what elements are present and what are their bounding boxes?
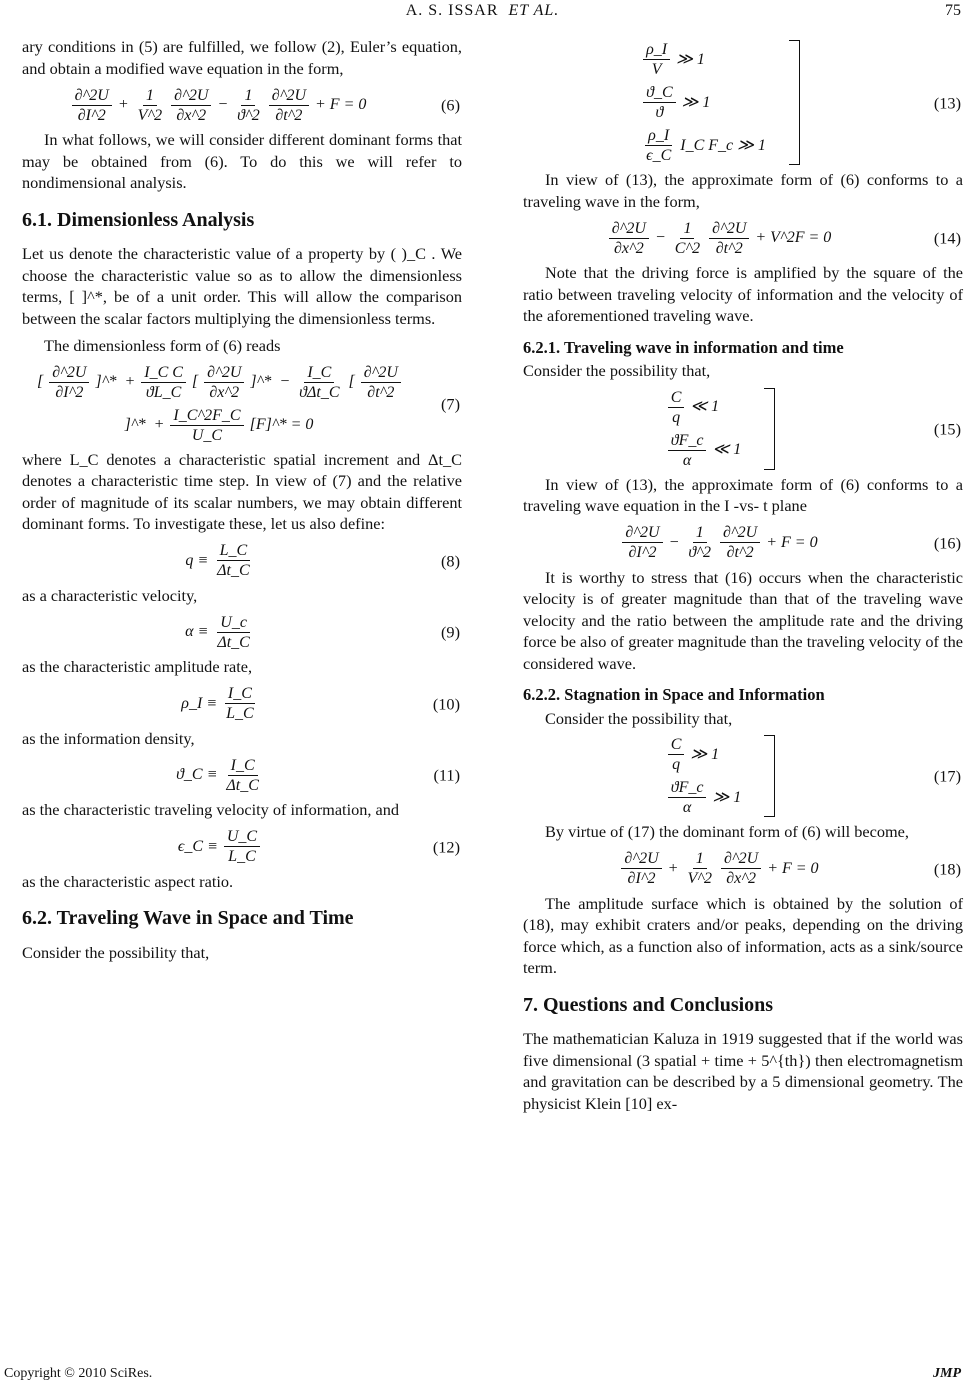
numerator: 1 bbox=[693, 523, 707, 543]
equation bbox=[523, 849, 963, 889]
equation-number: (18) bbox=[933, 858, 961, 878]
math-term: ]^* + bbox=[95, 373, 136, 391]
condition bbox=[665, 388, 744, 427]
fraction bbox=[72, 86, 112, 125]
paragraph: as a characteristic velocity, bbox=[22, 585, 198, 605]
fraction bbox=[141, 363, 186, 402]
equation-number: (8) bbox=[441, 550, 460, 570]
equation-number: (11) bbox=[433, 765, 460, 785]
numerator: ∂^2U bbox=[204, 363, 244, 383]
denominator: q bbox=[672, 756, 681, 773]
condition bbox=[665, 735, 744, 774]
numerator: I_C bbox=[228, 756, 258, 776]
math-term: ]^* + bbox=[124, 416, 165, 434]
fraction bbox=[709, 219, 749, 258]
equation-number: (12) bbox=[432, 836, 460, 856]
equation-number: (10) bbox=[432, 693, 460, 713]
journal-name: JMP bbox=[933, 1366, 961, 1381]
fraction bbox=[269, 86, 309, 125]
denominator: α bbox=[682, 799, 692, 816]
math-term: ≫ 1 bbox=[681, 93, 711, 111]
numerator: ρ_I bbox=[643, 40, 670, 60]
denominator: L_C bbox=[226, 705, 254, 722]
denominator: ∂I^2 bbox=[628, 544, 657, 561]
condition bbox=[665, 431, 744, 470]
fraction bbox=[720, 523, 760, 562]
math-term: − bbox=[654, 229, 666, 247]
numerator: I_C C bbox=[141, 363, 186, 383]
math-term: [ bbox=[37, 373, 44, 391]
numerator: ∂^2U bbox=[171, 86, 211, 106]
denominator: Δt_C bbox=[217, 633, 250, 651]
equation bbox=[523, 523, 963, 563]
fraction bbox=[204, 363, 244, 402]
numerator: ∂^2U bbox=[622, 523, 662, 543]
numerator: I_C bbox=[304, 363, 334, 383]
fraction bbox=[223, 684, 257, 723]
paragraph: In view of (13), the approximate form of (6) conforms to a traveling wave equation in the I -vs- t plane bbox=[523, 474, 963, 515]
page-number: 75 bbox=[945, 2, 961, 19]
conditions bbox=[665, 735, 744, 817]
equation bbox=[22, 684, 462, 724]
math-term: + V^2F = 0 bbox=[755, 229, 832, 247]
math-term: ϵ_C ≡ bbox=[177, 837, 218, 855]
paragraph: Consider the possibility that, bbox=[523, 361, 711, 380]
math-term: − bbox=[217, 96, 229, 114]
equation-system bbox=[523, 388, 963, 470]
condition bbox=[640, 83, 769, 122]
numerator: ϑF_c bbox=[668, 431, 707, 451]
paragraph: where L_C denotes a characteristic spatial increment and Δt_C denotes a characteristic time step. In view of (7) and the relative order of magnitude of its scalar numbers, we may obtain different dominant forms. To investigate these, let us also define: bbox=[22, 449, 462, 533]
denominator: V bbox=[651, 61, 662, 78]
numerator: ∂^2U bbox=[49, 363, 89, 383]
conditions bbox=[640, 40, 769, 165]
denominator: ϑ^2 bbox=[688, 544, 712, 561]
denominator: ∂I^2 bbox=[55, 383, 84, 401]
numerator: ∂^2U bbox=[720, 523, 760, 543]
math-term: ϑ_C ≡ bbox=[176, 766, 218, 784]
numerator: I_C^2F_C bbox=[170, 406, 243, 426]
fraction bbox=[672, 219, 703, 258]
numerator: ∂^2U bbox=[621, 849, 661, 869]
fraction bbox=[621, 849, 661, 888]
math-term: ≪ 1 bbox=[690, 398, 720, 416]
denominator: U_C bbox=[191, 426, 223, 444]
equation-number: (9) bbox=[441, 622, 460, 642]
numerator: C bbox=[668, 735, 685, 755]
math-term: α ≡ bbox=[185, 623, 209, 641]
paragraph: The dimensionless form of (6) reads bbox=[44, 336, 281, 355]
equation-number: (14) bbox=[933, 228, 961, 248]
numerator: ϑF_c bbox=[668, 778, 707, 798]
fraction bbox=[622, 523, 662, 562]
fraction bbox=[223, 756, 262, 795]
numerator: I_C bbox=[225, 684, 255, 704]
section-heading: 7. Questions and Conclusions bbox=[523, 993, 774, 1016]
denominator: ϑ bbox=[655, 104, 664, 121]
math-term: + bbox=[117, 96, 129, 114]
equation bbox=[22, 363, 462, 445]
numerator: U_C bbox=[224, 827, 260, 847]
fraction bbox=[668, 388, 685, 427]
section-heading: 6.2. Traveling Wave in Space and Time bbox=[22, 907, 354, 929]
left-column bbox=[22, 36, 462, 969]
paragraph: as the characteristic traveling velocity of information, and bbox=[22, 800, 400, 819]
denominator: ∂I^2 bbox=[627, 870, 656, 887]
math-term: ≫ 1 bbox=[690, 745, 720, 763]
et-al: ET AL. bbox=[508, 2, 560, 19]
denominator: ∂x^2 bbox=[613, 239, 644, 257]
denominator: ∂I^2 bbox=[77, 106, 106, 124]
math-term: − bbox=[668, 533, 680, 551]
math-term: + F = 0 bbox=[766, 533, 818, 551]
math-term: ≪ 1 bbox=[712, 441, 742, 459]
right-brace bbox=[789, 40, 800, 165]
fraction bbox=[609, 219, 649, 258]
fraction bbox=[668, 735, 685, 774]
paragraph: Let us denote the characteristic value of a property by ( )_C . We choose the characteristic value so as to allow the dimensionless terms, [ ]^*, be of a unit order. This will allow the comparison between the scalar factors multiplying the dimensionless terms. bbox=[22, 244, 462, 328]
fraction bbox=[643, 40, 670, 79]
math-term: [F]^* = 0 bbox=[249, 416, 314, 434]
math-term: + bbox=[667, 859, 679, 877]
math-term: q ≡ bbox=[185, 551, 209, 569]
equation bbox=[22, 827, 462, 867]
equation-number: (16) bbox=[933, 532, 961, 552]
copyright: Copyright © 2010 SciRes. bbox=[4, 1366, 153, 1381]
equation bbox=[523, 218, 963, 258]
denominator: ϑL_C bbox=[145, 383, 182, 401]
numerator: ∂^2U bbox=[72, 86, 112, 106]
section-heading: 6.1. Dimensionless Analysis bbox=[22, 208, 255, 231]
denominator: V^2 bbox=[687, 870, 712, 887]
paragraph: By virtue of (17) the dominant form of (6) will become, bbox=[545, 822, 909, 841]
equation bbox=[22, 612, 462, 652]
right-column bbox=[523, 36, 963, 1120]
fraction bbox=[643, 126, 674, 165]
numerator: ∂^2U bbox=[269, 86, 309, 106]
footer bbox=[4, 1366, 961, 1384]
fraction bbox=[214, 541, 253, 580]
paragraph: as the characteristic amplitude rate, bbox=[22, 657, 253, 676]
equation-number: (15) bbox=[933, 418, 961, 438]
denominator: C^2 bbox=[674, 239, 701, 257]
math-term: I_C F_c ≫ 1 bbox=[680, 136, 766, 154]
paragraph: The amplitude surface which is obtained by the solution of (18), may exhibit craters and/or peaks, depending on the driving force which, as a function also of information, acts as a sink/source term. bbox=[523, 893, 963, 977]
fraction bbox=[361, 363, 401, 402]
equation-number: (6) bbox=[441, 95, 460, 115]
equation bbox=[22, 541, 462, 581]
paragraph: as the characteristic aspect ratio. bbox=[22, 871, 234, 891]
condition bbox=[665, 778, 744, 817]
denominator: ϵ_C bbox=[646, 147, 672, 164]
fraction bbox=[721, 849, 761, 888]
running-header bbox=[0, 2, 965, 24]
paragraph: In what follows, we will consider different dominant forms that may be obtained from (6). To do this we will refer to nondimensional analysis. bbox=[22, 130, 462, 192]
equation-system bbox=[523, 735, 963, 817]
denominator: L_C bbox=[228, 848, 256, 865]
math-term: ρ_I ≡ bbox=[181, 694, 218, 712]
math-term: [ bbox=[348, 373, 355, 391]
fraction bbox=[135, 86, 166, 125]
denominator: V^2 bbox=[137, 106, 163, 124]
denominator: Δt_C bbox=[217, 562, 250, 579]
denominator: ∂t^2 bbox=[367, 383, 395, 401]
math-term: ≫ 1 bbox=[676, 50, 705, 68]
denominator: ∂x^2 bbox=[209, 383, 240, 401]
denominator: q bbox=[672, 408, 681, 426]
denominator: ϑ^2 bbox=[237, 106, 260, 124]
header-authors bbox=[300, 2, 665, 20]
paragraph: Consider the possibility that, bbox=[545, 708, 733, 728]
fraction bbox=[685, 523, 714, 562]
fraction bbox=[170, 406, 243, 445]
denominator: Δt_C bbox=[226, 776, 259, 794]
numerator: ∂^2U bbox=[709, 219, 749, 239]
denominator: ∂t^2 bbox=[715, 239, 743, 257]
paragraph: In view of (13), the approximate form of (6) conforms to a traveling wave in the form, bbox=[523, 170, 963, 211]
fraction bbox=[234, 86, 263, 125]
paragraph: ary conditions in (5) are fulfilled, we follow (2), Euler’s equation, and obtain a modified wave equation in the form, bbox=[22, 37, 462, 78]
fraction bbox=[643, 83, 676, 122]
right-brace bbox=[764, 735, 775, 817]
equation bbox=[22, 755, 462, 795]
fraction bbox=[668, 431, 707, 470]
math-term: ]^* − bbox=[250, 373, 291, 391]
math-term: + F = 0 bbox=[767, 859, 819, 877]
math-term: ≫ 1 bbox=[712, 788, 742, 806]
denominator: ϑΔt_C bbox=[299, 383, 340, 401]
condition bbox=[640, 126, 769, 165]
numerator: ∂^2U bbox=[361, 363, 401, 383]
subsection-heading: 6.2.2. Stagnation in Space and Information bbox=[523, 685, 825, 704]
fraction bbox=[684, 849, 715, 888]
equation-system bbox=[523, 40, 963, 165]
subsection-heading: 6.2.1. Traveling wave in information and time bbox=[523, 337, 844, 357]
numerator: 1 bbox=[241, 86, 255, 106]
paragraph: Note that the driving force is amplified by the square of the ratio between traveling velocity of information and the velocity of the aforementioned traveling wave. bbox=[523, 263, 963, 325]
paragraph: The mathematician Kaluza in 1919 suggested that if the world was five dimensional (3 spatial + time + 5^{th}) then electromagnetism and gravitation can be described by a 5 dimensional geometry. The physicist Klein [10] ex- bbox=[523, 1029, 963, 1113]
numerator: ∂^2U bbox=[609, 219, 649, 239]
equation bbox=[22, 85, 462, 125]
numerator: ∂^2U bbox=[721, 849, 761, 869]
numerator: ρ_I bbox=[645, 126, 672, 146]
denominator: ∂t^2 bbox=[275, 106, 303, 124]
denominator: ∂x^2 bbox=[176, 106, 207, 124]
paragraph: Consider the possibility that, bbox=[22, 942, 210, 962]
authors: A. S. ISSAR bbox=[405, 2, 499, 19]
fraction bbox=[296, 363, 342, 402]
equation-number: (17) bbox=[933, 766, 961, 786]
math-term: + F = 0 bbox=[315, 96, 367, 114]
denominator: ∂t^2 bbox=[726, 544, 754, 561]
numerator: U_c bbox=[217, 613, 250, 633]
numerator: 1 bbox=[693, 849, 707, 869]
conditions bbox=[665, 388, 744, 470]
numerator: ϑ_C bbox=[643, 83, 676, 103]
denominator: α bbox=[682, 451, 692, 469]
numerator: C bbox=[668, 388, 685, 408]
paragraph: It is worthy to stress that (16) occurs when the characteristic velocity is of greater magnitude than that of the traveling wave velocity and the ratio between the amplitude rate and the driving force be also of greater magnitude than the traveling velocity of the considered wave. bbox=[523, 567, 963, 673]
fraction bbox=[668, 778, 707, 817]
numerator: 1 bbox=[680, 219, 694, 239]
paragraph: as the information density, bbox=[22, 728, 195, 748]
equation-number: (7) bbox=[441, 393, 460, 413]
fraction bbox=[224, 827, 260, 866]
right-brace bbox=[764, 388, 775, 470]
math-term: [ bbox=[191, 373, 199, 391]
equation-number: (13) bbox=[933, 92, 961, 112]
condition bbox=[640, 40, 769, 79]
fraction bbox=[171, 86, 211, 125]
fraction bbox=[214, 613, 253, 652]
numerator: 1 bbox=[143, 86, 157, 106]
numerator: L_C bbox=[217, 541, 251, 561]
denominator: ∂x^2 bbox=[726, 870, 756, 887]
fraction bbox=[49, 363, 89, 402]
